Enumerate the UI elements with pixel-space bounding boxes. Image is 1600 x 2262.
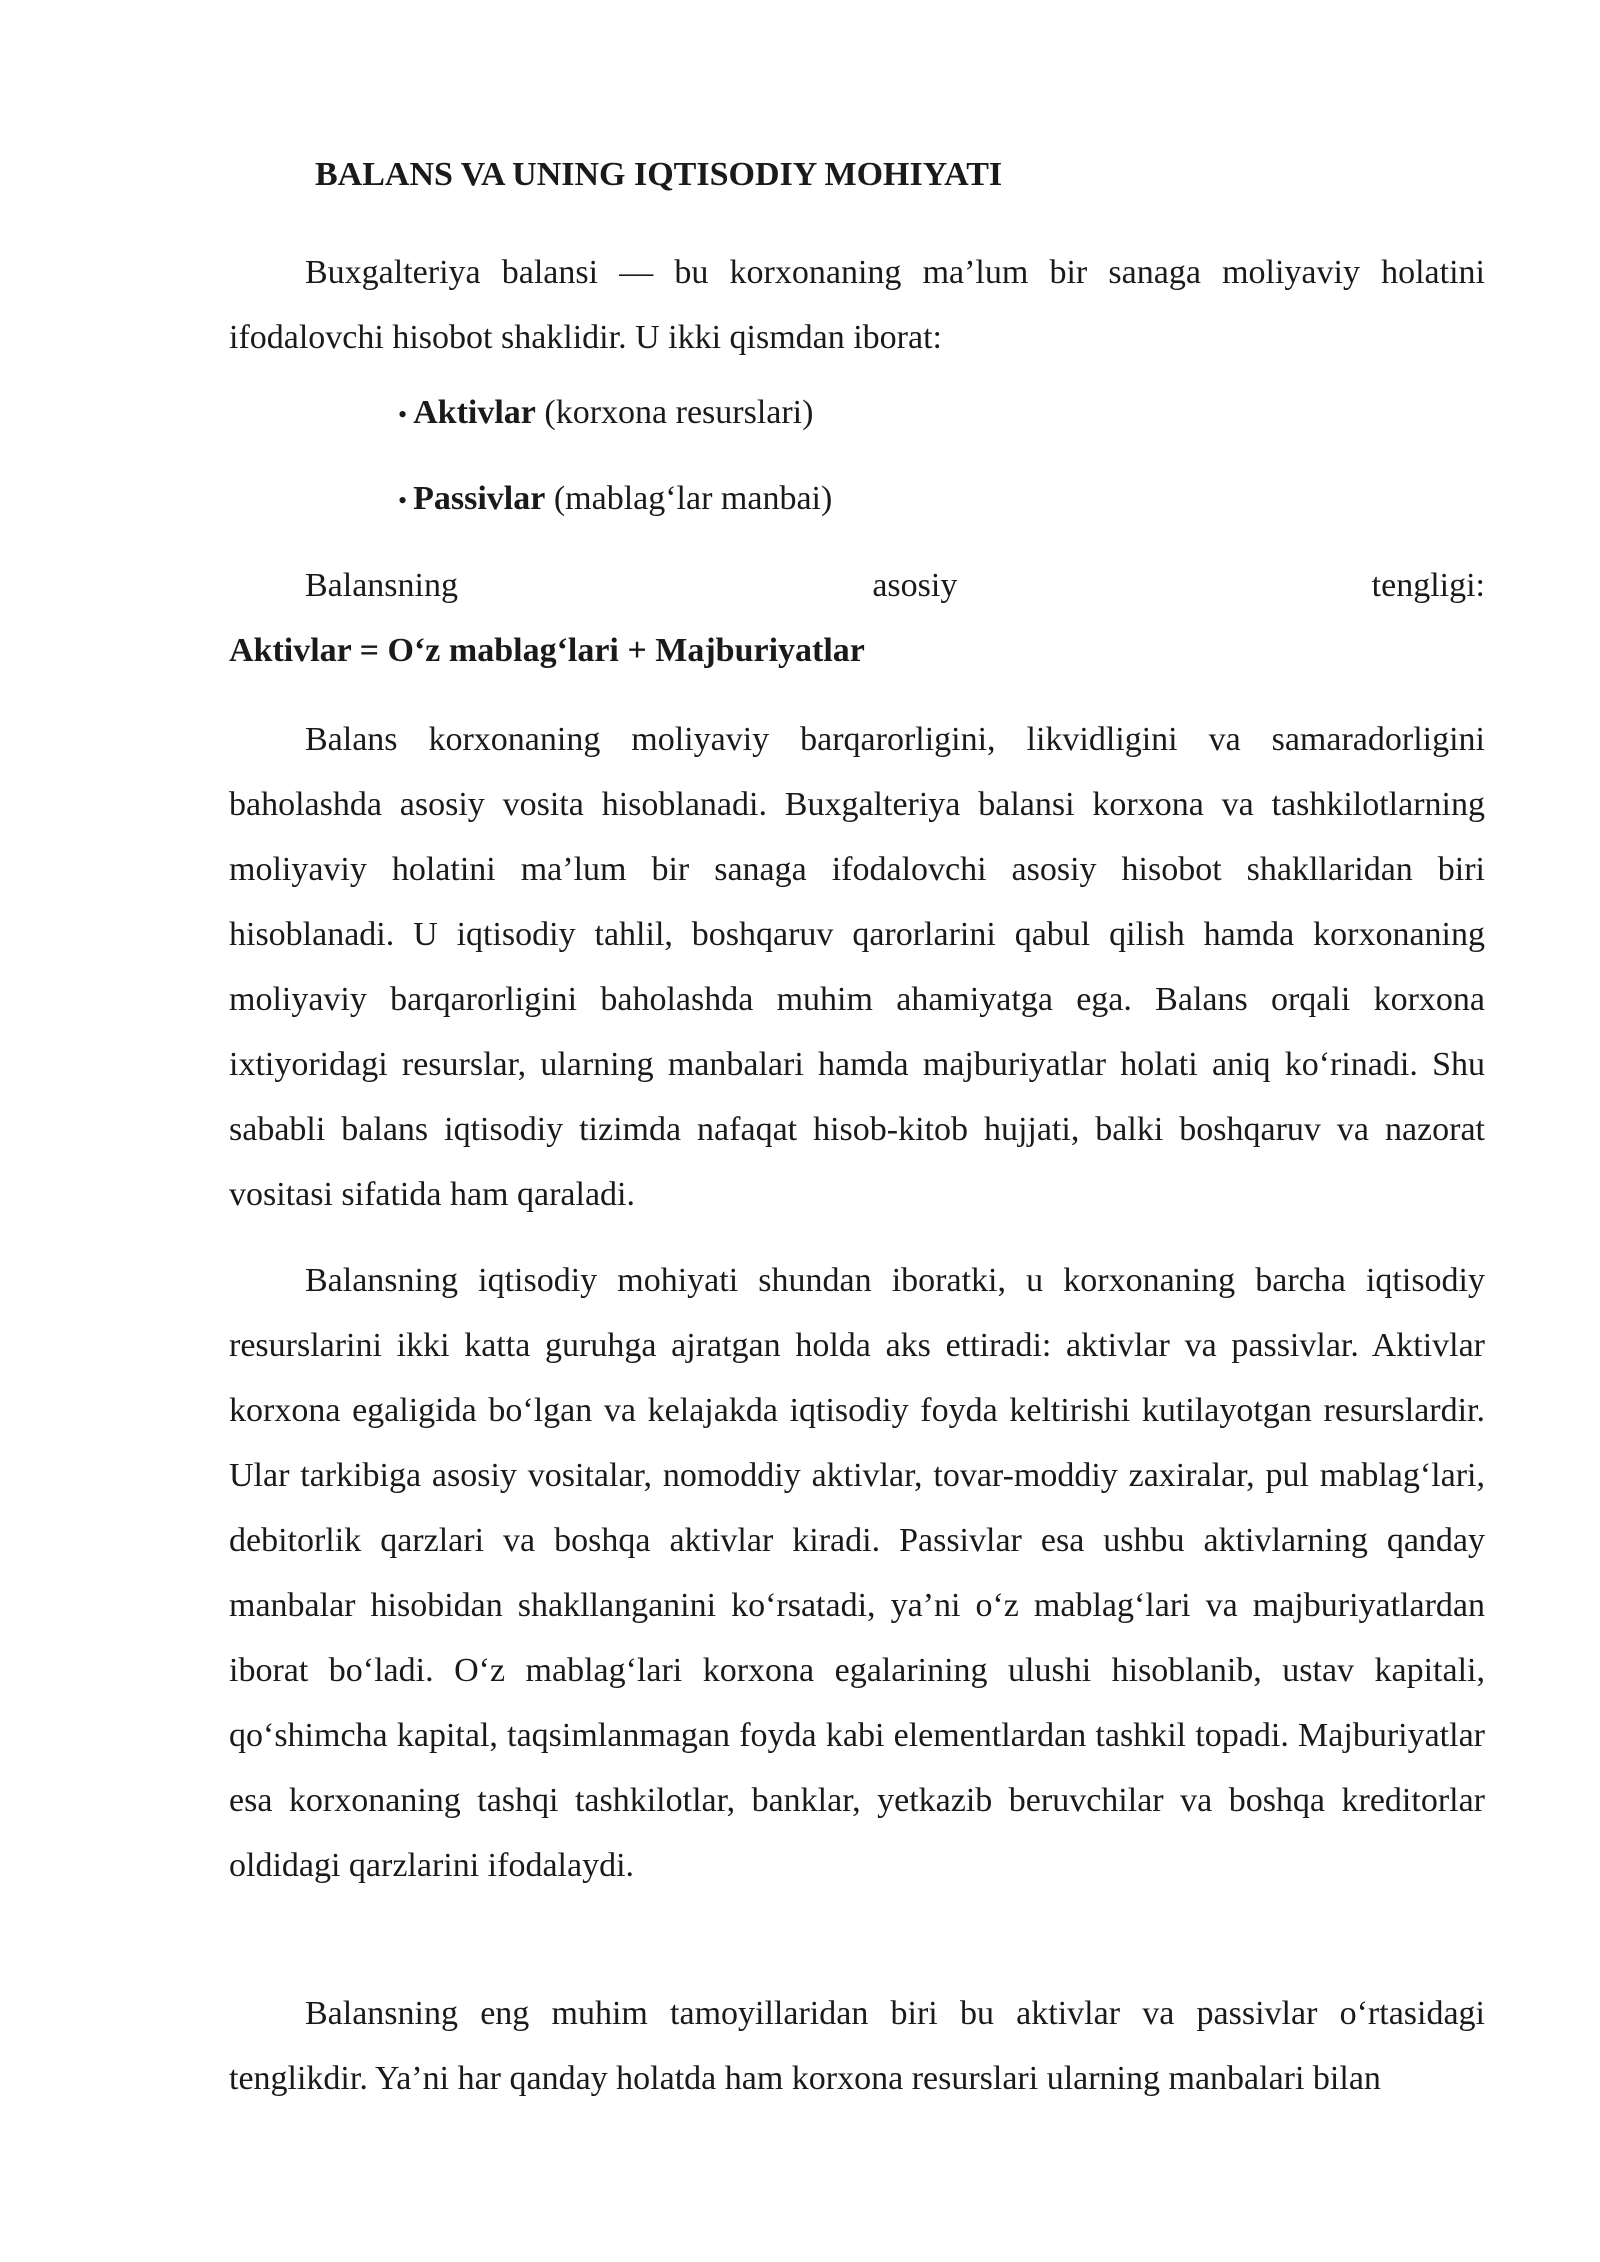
bullet-item-passivlar [398, 474, 832, 526]
equation-intro-line [229, 561, 1485, 611]
equation-word: asosiy [872, 567, 958, 604]
intro-paragraph: Buxgalteriya balansi — bu korxonaning ma’lum bir sanaga moliyaviy holatini ifodalovchi hisobot shaklidir. U ikki qismdan iborat: [229, 254, 1485, 356]
bullet-dot-icon: • [398, 400, 408, 429]
balance-equation-formula: Aktivlar = O‘z mablag‘lari + Majburiyatlar [229, 632, 865, 669]
equation-word: Balansning [305, 567, 458, 604]
bullet-dot-icon: • [398, 486, 408, 515]
body-paragraph-2: Balansning iqtisodiy mohiyati shundan iboratki, u korxonaning barcha iqtisodiy resurslarini ikki katta guruhga ajratgan holda aks ettiradi: aktivlar va passivlar. Aktivlar korxona egaligida bo‘lgan va kelajakda iqtisodiy foyda keltirishi kutilayotgan resurslardir. Ular tarkibiga asosiy vositalar, nomoddiy aktivlar, tovar-moddiy zaxiralar, pul mablag‘lari, debitorlik qarzlari va boshqa aktivlar kiradi. Passivlar esa ushbu aktivlarning qanday manbalar hisobidan shakllanganini ko‘rsatadi, ya’ni o‘z mablag‘lari va majburiyatlardan iborat bo‘ladi. O‘z mablag‘lari korxona egalarining ulushi hisoblanib, ustav kapitali, qo‘shimcha kapital, taqsimlanmagan foyda kabi elementlardan tashkil topadi. Majburiyatlar esa korxonaning tashqi tashkilotlar, banklar, yetkazib beruvchilar va boshqa kreditorlar oldidagi qarzlarini ifodalaydi. [229, 1262, 1485, 1884]
bullet-description: (mablag‘lar manbai) [545, 480, 833, 517]
document-title: BALANS VA UNING IQTISODIY MOHIYATI [315, 156, 1003, 193]
equation-word: tengligi: [1371, 567, 1485, 604]
body-paragraph-1: Balans korxonaning moliyaviy barqarorligini, likvidligini va samaradorligini baholashda asosiy vosita hisoblanadi. Buxgalteriya balansi korxona va tashkilotlarning moliyaviy holatini ma’lum bir sanaga ifodalovchi asosiy hisobot shakllaridan biri hisoblanadi. U iqtisodiy tahlil, boshqaruv qarorlarini qabul qilish hamda korxonaning moliyaviy barqarorligini baholashda muhim ahamiyatga ega. Balans orqali korxona ixtiyoridagi resurslar, ularning manbalari hamda majburiyatlar holati aniq ko‘rinadi. Shu sababli balans iqtisodiy tizimda nafaqat hisob-kitob hujjati, balki boshqaruv va nazorat vositasi sifatida ham qaraladi. [229, 721, 1485, 1213]
bullet-term: Passivlar [413, 480, 546, 517]
body-paragraph-3: Balansning eng muhim tamoyillaridan biri bu aktivlar va passivlar o‘rtasidagi tenglikdir. Ya’ni har qanday holatda ham korxona resurslari ularning manbalari bilan [229, 1995, 1485, 2097]
bullet-term: Aktivlar [413, 394, 536, 431]
bullet-item-aktivlar [398, 388, 813, 440]
bullet-description: (korxona resurslari) [535, 394, 814, 431]
